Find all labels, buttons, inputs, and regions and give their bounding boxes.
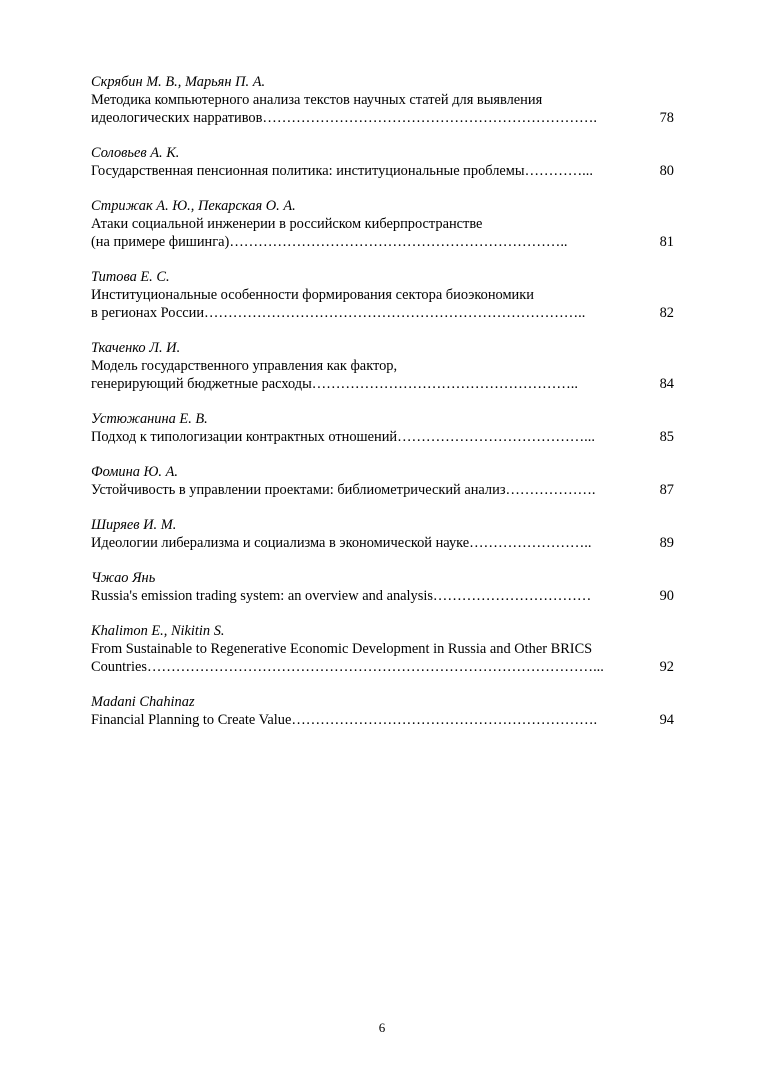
toc-entry: [91, 693, 674, 729]
entry-page-number: 89: [659, 535, 674, 551]
entry-author: Стрижак А. Ю., Пекарская О. А.: [91, 198, 296, 214]
entry-title-line: Атаки социальной инженерии в российском киберпространстве: [91, 216, 483, 232]
entry-title-leader: Countries…………………………………………………………………………………...: [91, 659, 604, 675]
entry-author: Фомина Ю. А.: [91, 464, 178, 480]
entry-title-leader: генерирующий бюджетные расходы………………………………………………..: [91, 376, 578, 392]
entry-page-number: 82: [659, 305, 674, 321]
table-of-contents: [91, 73, 674, 746]
entry-title-last-line: [91, 304, 674, 322]
entry-page-number: 94: [659, 712, 674, 728]
entry-title-leader: Financial Planning to Create Value……………………………………………………….: [91, 712, 598, 728]
toc-entry: [91, 144, 674, 180]
entry-author: Соловьев А. К.: [91, 145, 180, 161]
entry-page-number: 90: [659, 588, 674, 604]
entry-title-last-line: [91, 109, 674, 127]
entry-title-last-line: [91, 428, 674, 446]
entry-title-last-line: [91, 233, 674, 251]
entry-title-last-line: [91, 481, 674, 499]
page-footer-number: 6: [378, 1020, 386, 1035]
entry-title-last-line: [91, 711, 674, 729]
entry-author: Чжао Янь: [91, 570, 156, 586]
entry-author: Устюжанина Е. В.: [91, 411, 208, 427]
entry-page-number: 81: [659, 234, 674, 250]
entry-page-number: 87: [659, 482, 674, 498]
entry-author: Титова Е. С.: [91, 269, 170, 285]
entry-page-number: 84: [659, 376, 674, 392]
entry-title-line: From Sustainable to Regenerative Economic Development in Russia and Other BRICS: [91, 641, 593, 657]
entry-title-line: Модель государственного управления как фактор,: [91, 358, 398, 374]
entry-title-leader: Устойчивость в управлении проектами: библиометрический анализ……………….: [91, 482, 596, 498]
entry-title-line: Методика компьютерного анализа текстов научных статей для выявления: [91, 92, 543, 108]
entry-title-leader: в регионах России……………………………………………………………………..: [91, 305, 586, 321]
entry-title-leader: идеологических нарративов…………………………………………………………….: [91, 110, 598, 126]
entry-title-last-line: [91, 658, 674, 676]
entry-title-leader: Russia's emission trading system: an overview and analysis……………………………: [91, 588, 592, 604]
entry-page-number: 80: [659, 163, 674, 179]
entry-author: Ширяев И. М.: [91, 517, 177, 533]
entry-title-line: Институциональные особенности формирования сектора биоэкономики: [91, 287, 534, 303]
toc-entry: [91, 73, 674, 127]
entry-title-leader: Идеологии либерализма и социализма в экономической науке……………………..: [91, 535, 592, 551]
entry-author: Khalimon E., Nikitin S.: [91, 623, 225, 639]
entry-title-last-line: [91, 587, 674, 605]
entry-page-number: 92: [659, 659, 674, 675]
toc-entry: [91, 268, 674, 322]
entry-title-last-line: [91, 162, 674, 180]
entry-author: Madani Chahinaz: [91, 694, 195, 710]
toc-entry: [91, 516, 674, 552]
toc-entry: [91, 410, 674, 446]
toc-entry: [91, 339, 674, 393]
entry-title-leader: Государственная пенсионная политика: институциональные проблемы…………...: [91, 163, 593, 179]
entry-author: Ткаченко Л. И.: [91, 340, 181, 356]
toc-entry: [91, 197, 674, 251]
entry-title-last-line: [91, 534, 674, 552]
toc-entry: [91, 622, 674, 676]
entry-title-last-line: [91, 375, 674, 393]
entry-page-number: 78: [659, 110, 674, 126]
entry-title-leader: (на примере фишинга)……………………………………………………………..: [91, 234, 568, 250]
entry-title-leader: Подход к типологизации контрактных отношений…………………………………...: [91, 429, 595, 445]
toc-entry: [91, 463, 674, 499]
toc-entry: [91, 569, 674, 605]
entry-author: Скрябин М. В., Марьян П. А.: [91, 74, 266, 90]
entry-page-number: 85: [659, 429, 674, 445]
